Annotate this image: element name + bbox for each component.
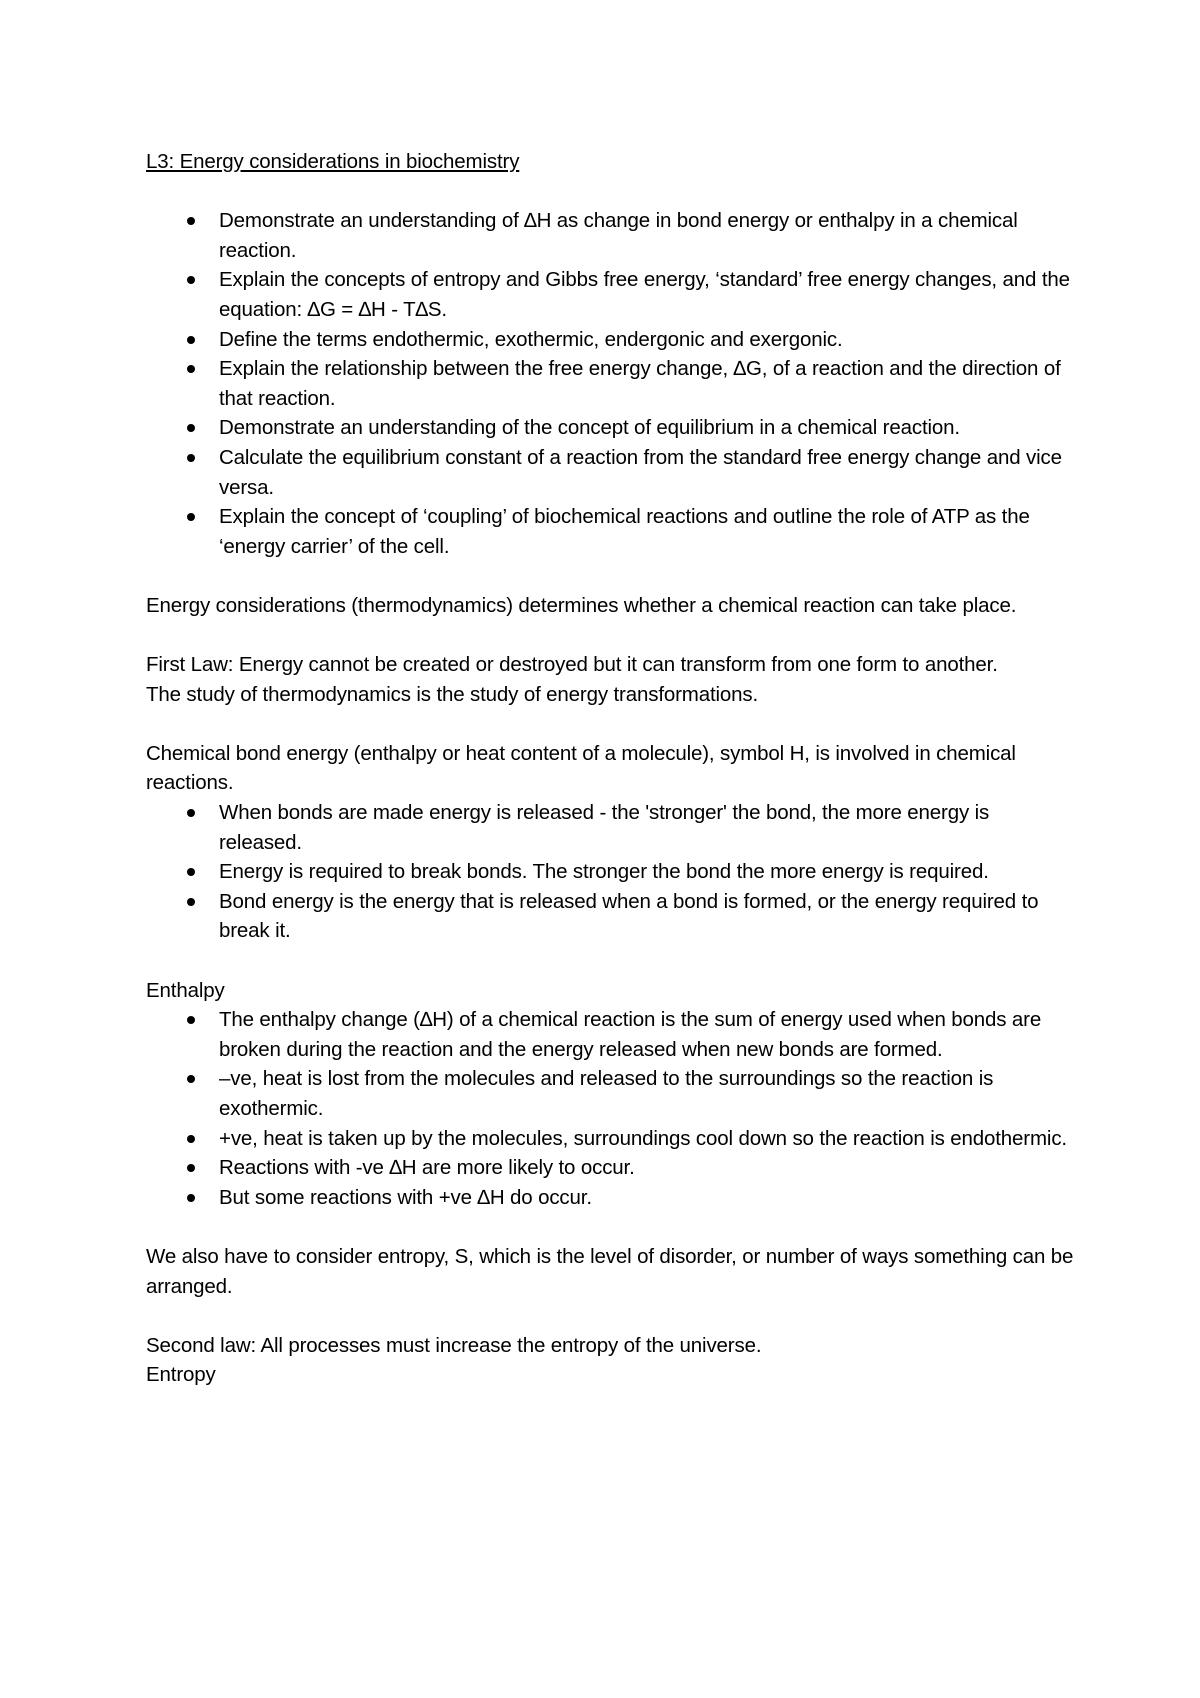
bullet-icon: [187, 365, 195, 373]
spacer: [146, 1301, 1076, 1331]
bullet-icon: [187, 868, 195, 876]
bullet-icon: [187, 513, 195, 521]
spacer: [146, 621, 1076, 651]
bullet-icon: [187, 336, 195, 344]
list-item: [146, 857, 1076, 887]
list-item: [146, 325, 1076, 355]
list-item: [146, 413, 1076, 443]
list-item: [146, 443, 1076, 502]
bullet-icon: [187, 1194, 195, 1202]
document-page: [146, 147, 1076, 1390]
list-item-text: When bonds are made energy is released - the 'stronger' the bond, the more energy is released.: [219, 801, 990, 854]
bullet-icon: [187, 898, 195, 906]
objectives-list: [146, 206, 1076, 561]
list-item-text: –ve, heat is lost from the molecules and released to the surroundings so the reaction is exothermic.: [219, 1067, 994, 1120]
bullet-icon: [187, 1135, 195, 1143]
spacer: [146, 1212, 1076, 1242]
list-item: [146, 265, 1076, 324]
enthalpy-heading: Enthalpy: [146, 978, 225, 1002]
list-item: [146, 798, 1076, 857]
list-item-text: Explain the concept of ‘coupling’ of biochemical reactions and outline the role of ATP as the ‘energy carrier’ of the cell.: [219, 505, 1030, 558]
list-item-text: Calculate the equilibrium constant of a reaction from the standard free energy change and vice versa.: [219, 445, 1062, 499]
list-item: [146, 1005, 1076, 1064]
list-item: [146, 1183, 1076, 1213]
list-item-text: Demonstrate an understanding of the concept of equilibrium in a chemical reaction.: [219, 416, 960, 440]
entropy-intro-paragraph: We also have to consider entropy, S, which is the level of disorder, or number of ways something can be arranged.: [146, 1244, 1074, 1298]
list-item-text: Reactions with -ve ∆H are more likely to occur.: [219, 1156, 635, 1180]
first-law-paragraph: First Law: Energy cannot be created or destroyed but it can transform from one form to another.: [146, 653, 998, 677]
list-item-text: The enthalpy change (∆H) of a chemical reaction is the sum of energy used when bonds are broken during the reaction and the energy released when new bonds are formed.: [219, 1008, 1042, 1061]
list-item-text: Demonstrate an understanding of ∆H as change in bond energy or enthalpy in a chemical reaction.: [219, 209, 1018, 262]
bullet-icon: [187, 424, 195, 432]
document-title: L3: Energy considerations in biochemistry: [146, 150, 520, 173]
second-law-paragraph: Second law: All processes must increase the entropy of the universe.: [146, 1333, 762, 1357]
bullet-icon: [187, 1016, 195, 1024]
bullet-icon: [187, 809, 195, 817]
list-item-text: Explain the relationship between the free energy change, ∆G, of a reaction and the direction of that reaction.: [219, 357, 1061, 410]
list-item: [146, 502, 1076, 561]
study-paragraph: The study of thermodynamics is the study of energy transformations.: [146, 682, 759, 706]
list-item-text: Bond energy is the energy that is released when a bond is formed, or the energy required to break it.: [219, 889, 1039, 943]
spacer: [146, 561, 1076, 591]
spacer: [146, 709, 1076, 739]
list-item-text: Energy is required to break bonds. The stronger the bond the more energy is required.: [219, 860, 989, 884]
list-item-text: Define the terms endothermic, exothermic, endergonic and exergonic.: [219, 327, 843, 351]
bond-points-list: [146, 798, 1076, 946]
list-item: [146, 887, 1076, 946]
list-item-text: Explain the concepts of entropy and Gibbs free energy, ‘standard’ free energy changes, and the equation: ∆G = ∆H - T∆S.: [219, 268, 1070, 321]
list-item: [146, 206, 1076, 265]
list-item: [146, 1153, 1076, 1183]
bullet-icon: [187, 276, 195, 284]
bond-energy-paragraph: Chemical bond energy (enthalpy or heat content of a molecule), symbol H, is involved in chemical reactions.: [146, 741, 1016, 795]
list-item: [146, 1124, 1076, 1154]
enthalpy-points-list: [146, 1005, 1076, 1212]
intro-paragraph: Energy considerations (thermodynamics) determines whether a chemical reaction can take place.: [146, 593, 1017, 617]
list-item-text: +ve, heat is taken up by the molecules, surroundings cool down so the reaction is endothermic.: [219, 1126, 1067, 1150]
bullet-icon: [187, 1075, 195, 1083]
bullet-icon: [187, 217, 195, 225]
spacer: [146, 946, 1076, 976]
list-item: [146, 354, 1076, 413]
bullet-icon: [187, 454, 195, 462]
list-item-text: But some reactions with +ve ∆H do occur.: [219, 1185, 592, 1209]
entropy-heading: Entropy: [146, 1363, 216, 1387]
list-item: [146, 1064, 1076, 1123]
bullet-icon: [187, 1164, 195, 1172]
